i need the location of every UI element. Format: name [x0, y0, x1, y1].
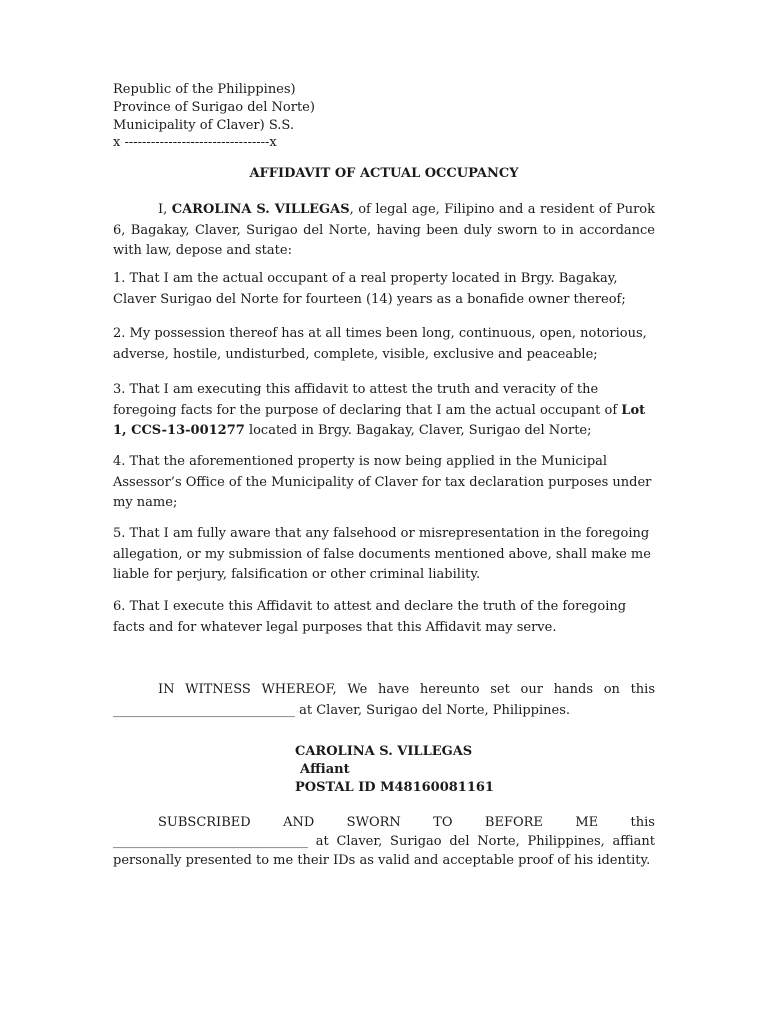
- jurat-word: SWORN: [346, 815, 401, 830]
- affiant-name: CAROLINA S. VILLEGAS: [171, 202, 350, 217]
- document-title: AFFIDAVIT OF ACTUAL OCCUPANCY: [249, 166, 519, 181]
- statement-5: 5. That I am fully aware that any falsehood or misrepresentation in the foregoing allegation, or my submission of false documents mentioned above, shall make me liable for perjury, falsification or other criminal liability.: [113, 526, 651, 583]
- witness-clause: [113, 680, 655, 721]
- venue-separator: x ---------------------------------x: [113, 135, 277, 150]
- jurat-body: [113, 833, 655, 870]
- intro-post: , of legal age, Filipino and a resident of Purok 6, Bagakay, Claver, Surigao del Norte, having been duly sworn to in accordance with law, depose and state:: [113, 202, 655, 259]
- signatory-role: Affiant: [300, 762, 350, 777]
- jurat-word: this: [630, 815, 655, 830]
- jurat-rest: at Claver, Surigao del Norte, Philippines, affiant personally presented to me their IDs as valid and acceptable proof of his identity.: [113, 834, 655, 868]
- jurat-first-line: [113, 813, 655, 833]
- lot-number: Lot 1, CCS-13-001277: [113, 402, 646, 439]
- jurat-word: AND: [283, 815, 315, 830]
- jurat-word: BEFORE: [484, 815, 543, 830]
- signatory-id: POSTAL ID M48160081161: [295, 780, 494, 795]
- jurat-word: TO: [433, 815, 453, 830]
- statement-2: 2. My possession thereof has at all times been long, continuous, open, notorious, adverse, hostile, undisturbed, complete, visible, exclusive and peaceable;: [113, 326, 647, 362]
- statement-3: [113, 380, 655, 442]
- witness-place: at Claver, Surigao del Norte, Philippines.: [295, 702, 571, 718]
- jurat-date-blank: ______________________________: [113, 834, 308, 849]
- venue-republic: Republic of the Philippines): [113, 82, 296, 97]
- intro-paragraph: [113, 200, 655, 262]
- jurat-word: SUBSCRIBED: [158, 815, 251, 830]
- venue-province: Province of Surigao del Norte): [113, 100, 315, 115]
- signatory-name: CAROLINA S. VILLEGAS: [295, 744, 473, 759]
- witness-text: IN WITNESS WHEREOF, We have hereunto set our hands on this: [158, 682, 655, 697]
- statement-4: 4. That the aforementioned property is now being applied in the Municipal Assessor’s Office of the Municipality of Claver for tax declaration purposes under my name;: [113, 454, 652, 511]
- statement-3-post: located in Brgy. Bagakay, Claver, Surigao del Norte;: [244, 423, 592, 439]
- date-blank: ____________________________: [113, 702, 295, 718]
- jurat-word: ME: [575, 815, 599, 830]
- statement-1: 1. That I am the actual occupant of a real property located in Brgy. Bagakay, Claver Surigao del Norte for fourteen (14) years as a bonafide owner thereof;: [113, 271, 626, 307]
- venue-municipality: Municipality of Claver) S.S.: [113, 118, 294, 133]
- intro-pre: I,: [158, 202, 172, 217]
- statement-3-pre: 3. That I am executing this affidavit to attest the truth and veracity of the foregoing facts for the purpose of declaring that I am the actual occupant of: [113, 382, 622, 418]
- statement-6: 6. That I execute this Affidavit to attest and declare the truth of the foregoing facts and for whatever legal purposes that this Affidavit may serve.: [113, 599, 627, 635]
